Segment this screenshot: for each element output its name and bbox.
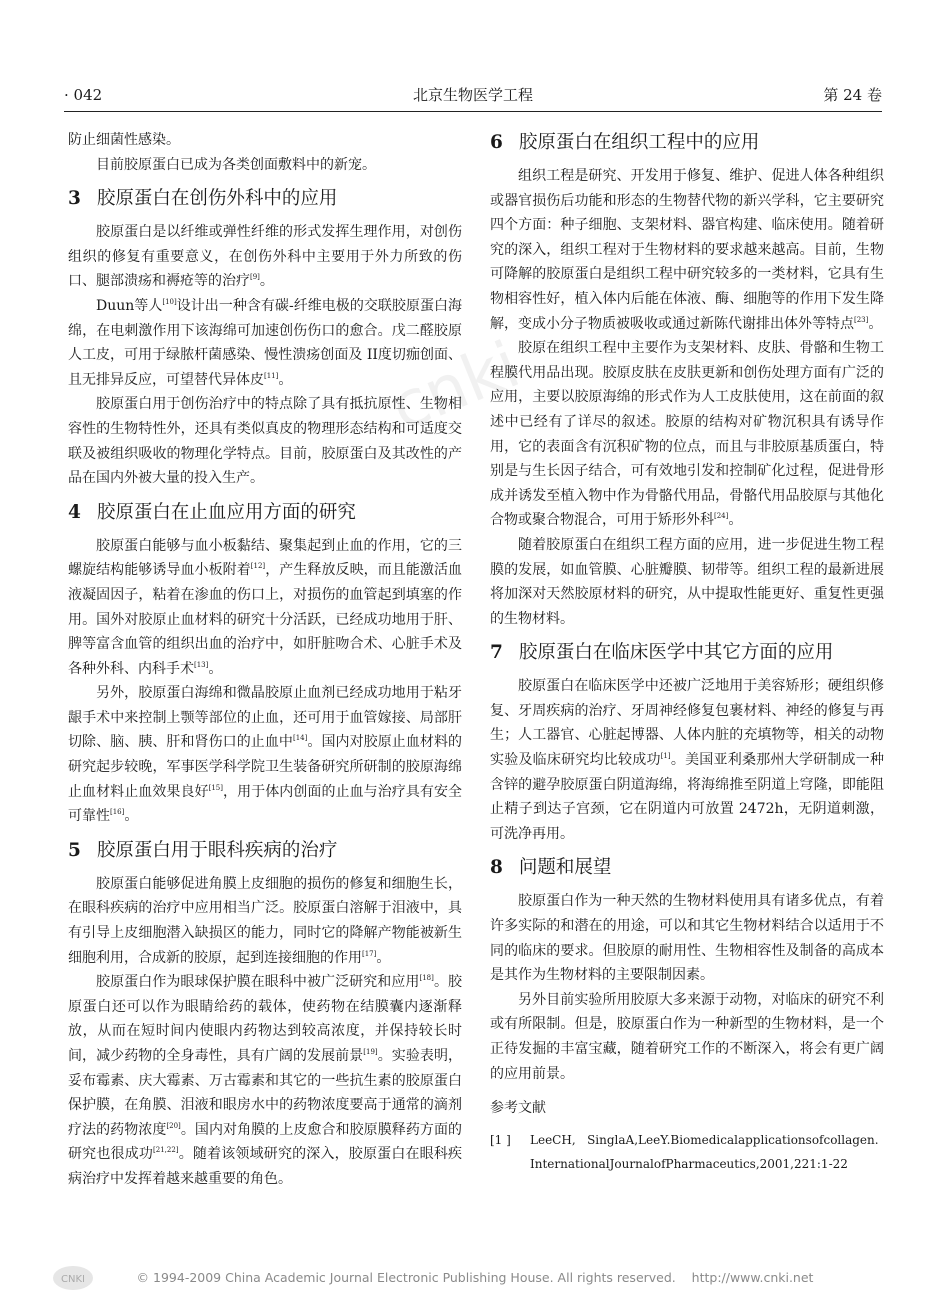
citation: [24] bbox=[714, 512, 729, 521]
citation: [23] bbox=[854, 315, 869, 324]
citation: [18] bbox=[419, 974, 434, 983]
section-heading-5: 5 胶原蛋白用于眼科疾病的治疗 bbox=[68, 839, 338, 861]
citation: [13] bbox=[194, 660, 209, 669]
citation: [1] bbox=[660, 752, 671, 761]
paragraph: 胶原蛋白能够与血小板黏结、聚集起到止血的作用，它的三螺旋结构能够诱导血小板附着[12]，产生释放反映，而且能激活血液凝固因子，粘着在渗血的伤口上，对损伤的血管起到填塞的作用。国外对胶原止血材料的研究十分活跃，已经成功地用于肝、脾等富含血管的组织出血的治疗中，如肝脏吻合术、心脏手术及各种外科、内科手术[13]。 bbox=[68, 537, 463, 677]
citation: [12] bbox=[250, 562, 266, 571]
citation: [21,22] bbox=[153, 1146, 179, 1155]
paragraph: 随着胶原蛋白在组织工程方面的应用，进一步促进生物工程膜的发展，如血管膜、心脏瓣膜、韧带等。组织工程的最新进展将加深对天然胶原材料的研究，从中提取性能更好、重复性更强的生物材料。 bbox=[490, 536, 884, 627]
citation: [16] bbox=[110, 808, 125, 817]
paragraph: 胶原蛋白能够促进角膜上皮细胞的损伤的修复和细胞生长，在眼科疾病的治疗中应用相当广泛。胶原蛋白溶解于泪液中，具有引导上皮细胞潜入缺损区的能力，同时它的降解产物能被新生细胞利用，合成新的胶原，起到连接细胞的作用[17]。 bbox=[68, 875, 462, 966]
section-heading-4: 4 胶原蛋白在止血应用方面的研究 bbox=[68, 501, 356, 523]
page-number: · 042 bbox=[64, 86, 103, 104]
paragraph: 组织工程是研究、开发用于修复、维护、促进人体各种组织或器官损伤后功能和形态的生物替代物的新兴学科，它主要研究四个方面：种子细胞、支架材料、器官构建、临床使用。随着研究的深入，组织工程对于生物材料的要求越来越高。目前，生物可降解的胶原蛋白是组织工程中研究较多的一类材料，它具有生物相容性好，植入体内后能在体液、酶、细胞等的作用下发生降解，变成小分子物质被吸收或通过新陈代谢排出体外等特点[23]。 bbox=[490, 168, 884, 332]
running-header bbox=[64, 84, 882, 106]
reference-text: LeeCH, SinglaA,LeeY.Biomedicalapplicationsofcollagen. bbox=[530, 1133, 879, 1148]
paragraph: 另外目前实验所用胶原大多来源于动物，对临床的研究不利或有所限制。但是，胶原蛋白作为一种新型的生物材料，是一个正待发掘的丰富宝藏，随着研究工作的不断深入，将会有更广阔的应用前景。 bbox=[490, 991, 884, 1082]
paragraph: 胶原蛋白作为眼球保护膜在眼科中被广泛研究和应用[18]。胶原蛋白还可以作为眼睛给药的载体，使药物在结膜囊内逐渐释放，从而在短时间内使眼内药物达到较高浓度，并保持较长时间，减少药物的全身毒性，具有广阔的发展前景[19]。实验表明，妥布霉素、庆大霉素、万古霉素和其它的一些抗生素的胶原蛋白保护膜，在角膜、泪液和眼房水中的药物浓度要高于通常的滴剂疗法的药物浓度[20]。国内对角膜的上皮愈合和胶原膜释药方面的研究也很成功[21,22]。随着该领域研究的深入，胶原蛋白在眼科疾病治疗中发挥着越来越重要的角色。 bbox=[68, 974, 463, 1187]
copyright-footer: © 1994-2009 China Academic Journal Electronic Publishing House. All rights reserved. http://www.cnki.net bbox=[136, 1270, 814, 1285]
citation: [19] bbox=[363, 1048, 378, 1056]
citation: [17] bbox=[362, 949, 377, 958]
paragraph: 另外，胶原蛋白海绵和微晶胶原止血剂已经成功地用于粘牙龈手术中来控制上颚等部位的止血，还可用于血管嫁接、局部肝切除、脑、胰、肝和肾伤口的止血中[14]。国内对胶原止血材料的研究起步较晚，军事医学科学院卫生装备研究所研制的胶原海绵止血材料止血效果良好[15]，用于体内创面的止血与治疗具有安全可靠性[16]。 bbox=[68, 685, 463, 825]
references-heading: 参考文献 bbox=[490, 1100, 546, 1117]
header-rule bbox=[64, 111, 882, 112]
citation: [15] bbox=[208, 783, 223, 792]
volume-label: 第 24 卷 bbox=[823, 86, 882, 104]
paragraph: Duun等人[10]设计出一种含有碳-纤维电极的交联胶原蛋白海绵，在电刺激作用下该海绵可加速创伤伤口的愈合。戊二醛胶原人工皮，可用于绿脓杆菌感染、慢性溃疡创面及 II度切痂创面、且无排异反应，可望替代异体皮[11]。 bbox=[68, 297, 462, 388]
paragraph: 胶原蛋白是以纤维或弹性纤维的形式发挥生理作用，对创伤组织的修复有重要意义，在创伤外科中主要用于外力所致的伤口、腿部溃疡和褥疮等的治疗[9]。 bbox=[68, 224, 462, 290]
citation: [9] bbox=[250, 273, 260, 282]
section-heading-7: 7 胶原蛋白在临床医学中其它方面的应用 bbox=[490, 642, 834, 664]
left-column bbox=[68, 128, 462, 1192]
watermark: cnki bbox=[380, 328, 530, 446]
paragraph: 胶原蛋白在临床医学中还被广泛地用于美容矫形；硬组织修复、牙周疾病的治疗、牙周神经修复包裹材料、神经的修复与再生；人工器官、心脏起博器、人体内脏的充填物等，相关的动物实验及临床研究均比较成功[1]。美国亚利桑那州大学研制成一种含锌的避孕胶原蛋白阴道海绵，将海绵推至阴道上穹隆，即能阻止精子到达子宫颈，它在阴道内可放置 2472h，无阴道刺激，可洗净再用。 bbox=[490, 678, 885, 842]
paragraph: 目前胶原蛋白已成为各类创面敷料中的新宠。 bbox=[96, 156, 376, 173]
citation: [11] bbox=[264, 371, 279, 380]
svg-text:CNKI: CNKI bbox=[61, 1274, 85, 1285]
citation: [14] bbox=[292, 734, 308, 743]
citation: [10] bbox=[162, 297, 177, 306]
reference-item bbox=[490, 1128, 884, 1176]
paragraph: 胶原蛋白作为一种天然的生物材料使用具有诸多优点，有着许多实际的和潜在的用途，可以和其它生物材料结合以适用于不同的临床的要求。但胶原的耐用性、生物相容性及制备的高成本是其作为生物材料的主要限制因素。 bbox=[490, 893, 884, 984]
section-heading-3: 3 胶原蛋白在创伤外科中的应用 bbox=[68, 188, 338, 210]
paragraph: 胶原在组织工程中主要作为支架材料、皮肤、骨骼和生物工程膜代用品出现。胶原皮肤在皮肤更新和创伤处理方面有广泛的应用，主要以胶原海绵的形式作为人工皮肤使用，这在前面的叙述中已经有了详尽的叙述。胶原的结构对矿物沉积具有诱导作用，它的表面含有沉积矿物的位点，而且与非胶原基质蛋白，特别是与生长因子结合，可有效地引发和控制矿化过程，促进骨形成并诱发至植入物中作为骨骼代用品，骨骼代用品胶原与其他化合物或聚合物混合，可用于矫形外科[24]。 bbox=[490, 340, 884, 529]
reference-text: InternationalJournalofPharmaceutics,2001,221:1-22 bbox=[530, 1157, 848, 1172]
right-column bbox=[490, 128, 884, 1176]
section-heading-6: 6 胶原蛋白在组织工程中的应用 bbox=[490, 132, 760, 153]
section-heading-8: 8 问题和展望 bbox=[490, 857, 612, 879]
journal-name: 北京生物医学工程 bbox=[412, 86, 533, 104]
citation: [20] bbox=[166, 1121, 181, 1130]
reference-number: [1 ] bbox=[490, 1133, 511, 1148]
paragraph: 防止细菌性感染。 bbox=[68, 132, 180, 148]
paragraph: 胶原蛋白用于创伤治疗中的特点除了具有抵抗原性、生物相容性的生物特性外，还具有类似真皮的物理形态结构和可适度交联及被组织吸收的物理化学特点。目前，胶原蛋白及其改性的产品在国内外被大量的投入生产。 bbox=[68, 396, 462, 487]
